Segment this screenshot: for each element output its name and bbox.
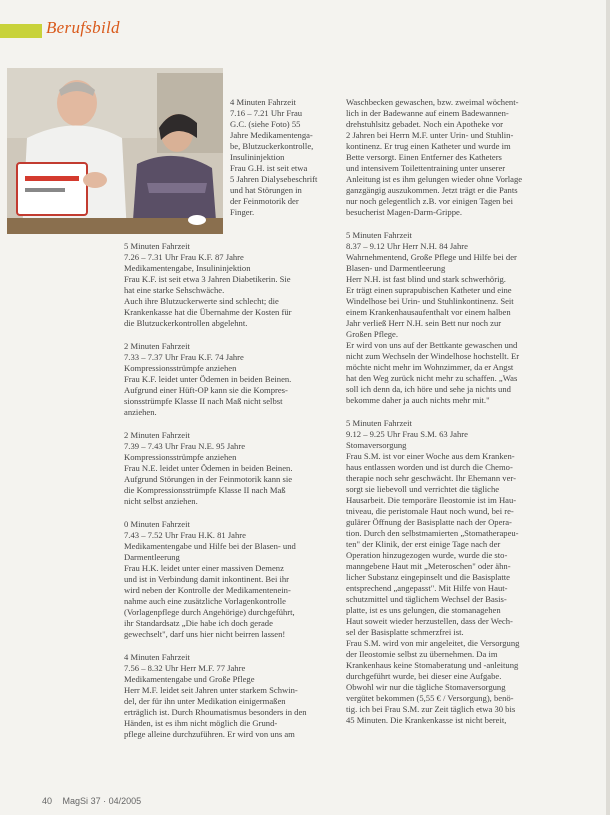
text-line: Obwohl wir nur die tägliche Stomaversorgung <box>346 682 506 692</box>
text-line: Herr N.H. ist fast blind und stark schwerhörig. <box>346 274 506 284</box>
text-line: erträglich ist. Durch Rhoumatismus besonders in den <box>124 707 307 717</box>
entry-block <box>346 97 558 218</box>
text-line: 9.12 – 9.25 Uhr Frau S.M. 63 Jahre <box>346 429 468 439</box>
right-text-column <box>346 97 558 738</box>
issue-number: 37 · 04/2005 <box>90 796 142 806</box>
photo-nurse-with-patient <box>7 68 223 234</box>
text-line: nicht selbst anziehen. <box>124 496 198 506</box>
text-line: 7.56 – 8.32 Uhr Herr M.F. 77 Jahre <box>124 663 246 673</box>
text-line: Haut soweit wieder herzustellen, dass der Wech- <box>346 616 513 626</box>
text-line: Frau S.M. wird von mir angeleitet, die Versorgung <box>346 638 520 648</box>
text-line: platte, ist es uns gelungen, die stomanagehen <box>346 605 501 615</box>
text-line: Darmentleerung <box>124 552 180 562</box>
text-line: und ist in Verbindung damit inkontinent. Bei ihr <box>124 574 290 584</box>
text-line: 8.37 – 9.12 Uhr Herr N.H. 84 Jahre <box>346 241 468 251</box>
text-line: 7.16 – 7.21 Uhr Frau <box>230 108 303 118</box>
text-line: Operation hinzugezogen wurde, wurde die sto- <box>346 550 508 560</box>
text-line: Frau S.M. ist vor einer Woche aus dem Kranken- <box>346 451 515 461</box>
text-line: G.C. (siehe Foto) 55 <box>230 119 301 129</box>
section-color-bar <box>0 24 42 38</box>
text-line: Frau H.K. leidet unter einer massiven Demenz <box>124 563 284 573</box>
text-line: Jahr verließ Herr N.H. sein Bett nur noch zur <box>346 318 502 328</box>
page-edge <box>606 0 610 815</box>
text-line: schutzmittel und täglichem Wechsel der Basis- <box>346 594 507 604</box>
text-line: entsprechend „angepasst". Mit Hilfe von Haut- <box>346 583 508 593</box>
text-line: Medikamentengabe und Große Pflege <box>124 674 255 684</box>
text-line: 7.39 – 7.43 Uhr Frau N.E. 95 Jahre <box>124 441 246 451</box>
text-line: pflege alleine durchzuführen. Er wird von uns am <box>124 729 295 739</box>
entry-heading: 0 Minuten Fahrzeit <box>124 519 190 529</box>
text-line: tig. ich bei Frau S.M. zur Zeit täglich etwa 30 bis <box>346 704 516 714</box>
entry-block <box>124 519 339 640</box>
text-line: ganzgängig auszukommen. Jetzt trägt er die Pants <box>346 185 518 195</box>
text-line: gulärer Öffnung der Basisplatte nach der Opera- <box>346 517 512 527</box>
text-line: wird neben der Kontrolle der Medikamentenein- <box>124 585 291 595</box>
text-line: 4 Minuten Fahrzeit <box>230 97 296 107</box>
text-line: die Kompressionsstrümpfe Klasse II nach Maß <box>124 485 286 495</box>
text-line: tion. Durch den selbstmamierten „Stomatherapeu- <box>346 528 519 538</box>
text-line: und hat Störungen in <box>230 185 302 195</box>
entry-heading: 2 Minuten Fahrzeit <box>124 430 190 440</box>
text-line: tniveau, die peristomale Haut noch wund, bei re- <box>346 506 514 516</box>
page-footer <box>42 796 141 806</box>
entry-block <box>124 652 339 740</box>
text-line: besucherist Magen-Darm-Grippe. <box>346 207 462 217</box>
section-title: Berufsbild <box>46 18 120 37</box>
text-line: haus entlassen worden und ist durch die Chemo- <box>346 462 513 472</box>
text-line: Wahrnehmentend, Große Pflege und Hilfe bei der <box>346 252 517 262</box>
magazine-name: MagSi <box>62 796 89 806</box>
text-line: Blasen- und Darmentleerung <box>346 263 446 273</box>
text-line: die Blutzuckerkontrollen abgelehnt. <box>124 318 248 328</box>
text-line: der Feinmotorik der <box>230 196 299 206</box>
text-line: 2 Jahren bei Herrn M.F. unter Urin- und Stuhlin- <box>346 130 514 140</box>
text-line: 7.43 – 7.52 Uhr Frau H.K. 81 Jahre <box>124 530 246 540</box>
text-line: Insulininjektion <box>230 152 285 162</box>
text-line: soll ich denn da, ich höre und sehe ja nichts und <box>346 384 511 394</box>
entry-block <box>346 418 558 726</box>
text-line: nahme auch eine zusätzliche Vorlagenkontrolle <box>124 596 286 606</box>
text-line: hat den Weg zurück nicht mehr zu schaffen. „Was <box>346 373 518 383</box>
text-line: hat eine starke Sehschwäche. <box>124 285 225 295</box>
text-line: sionsstrümpfe Klasse II nach Maß nicht selbst <box>124 396 283 406</box>
text-line: ten" der Klinik, der erst einige Tage nach der <box>346 539 501 549</box>
entry-heading: 4 Minuten Fahrzeit <box>124 652 190 662</box>
text-line: licher Substanz eingepinselt und die Basisplatte <box>346 572 510 582</box>
text-line: 5 Jahren Dialysebeschrift <box>230 174 318 184</box>
entry-block <box>346 230 558 406</box>
text-line: Medikamentengabe und Hilfe bei der Blasen- und <box>124 541 296 551</box>
text-line: (Vorlagenpflege durch Angehörige) durchgeführt, <box>124 607 295 617</box>
text-line: lich in der Badewanne auf einem Badewannen- <box>346 108 509 118</box>
page-number: 40 <box>42 796 53 806</box>
text-line: Er trägt einen suprapubischen Katheter und eine <box>346 285 512 295</box>
text-line: Aufgrund Störungen in der Feinmotorik kann sie <box>124 474 293 484</box>
text-line: be, Blutzuckerkontrolle, <box>230 141 314 151</box>
entry-block <box>124 430 339 507</box>
text-line: Großen Pflege. <box>346 329 399 339</box>
text-line: Krankenkasse hat die Übernahme der Kosten für <box>124 307 292 317</box>
entry-heading: Waschbecken gewaschen, bzw. zweimal wöchent- <box>346 97 519 107</box>
text-line: Händen, ist es ihm nicht möglich die Grund- <box>124 718 278 728</box>
text-line: Aufgrund einer Hüft-OP kann sie die Kompres- <box>124 385 288 395</box>
text-line: 45 Minuten. Die Krankenkasse ist nicht bereit, <box>346 715 507 725</box>
text-line: Hausarbeit. Die temporäre Ileostomie ist im Hau- <box>346 495 517 505</box>
left-text-column <box>124 241 339 752</box>
text-line: Jahre Medikamentengа- <box>230 130 313 140</box>
text-line: Anleitung ist es ihm gelungen wieder ohne Vorlage <box>346 174 523 184</box>
text-line: Auch ihre Blutzuckerwerte sind schlecht; die <box>124 296 279 306</box>
text-line: bekomme daher ja auch nichts mehr mit." <box>346 395 490 405</box>
text-line: sorgt sie liebevoll und verrichtet die tägliche <box>346 484 500 494</box>
text-line: nicht zum Wechseln der Windelhose hochstellt. Er <box>346 351 520 361</box>
text-line: Frau K.F. leidet unter Ödemen in beiden Beinen. <box>124 374 292 384</box>
entry-heading: 2 Minuten Fahrzeit <box>124 341 190 351</box>
text-line: del, der für ihn unter Medikation einigermaßen <box>124 696 286 706</box>
text-line: Frau N.E. leidet unter Ödemen in beiden Beinen. <box>124 463 293 473</box>
text-line: Er wird von uns auf der Bettkante gewaschen und <box>346 340 518 350</box>
text-line: Herr M.F. leidet seit Jahren unter starkem Schwin- <box>124 685 298 695</box>
entry-heading: 5 Minuten Fahrzeit <box>346 418 412 428</box>
text-line: Krankenhaus keine Stomaberatung und -anleitung <box>346 660 519 670</box>
text-line: gewechselt", darf uns hier nicht beirren lassen! <box>124 629 286 639</box>
text-line: Kompressionsstrümpfe anziehen <box>124 363 237 373</box>
text-line: vergütet bekommen (5,55 € / Versorgung), benö- <box>346 693 514 703</box>
text-line: therapie noch sehr geschwächt. Ihr Ehemann ver- <box>346 473 516 483</box>
text-line: 7.33 – 7.37 Uhr Frau K.F. 74 Jahre <box>124 352 244 362</box>
text-line: kontinenz. Er trug einen Katheter und wurde im <box>346 141 511 151</box>
text-line: Windelhose bei Urin- und Stuhlinkontinenz. Seit <box>346 296 514 306</box>
text-line: Kompressionsstrümpfe anziehen <box>124 452 237 462</box>
text-line: manngebene Haut mit „Meteroschen" oder ähn- <box>346 561 511 571</box>
text-line: 7.26 – 7.31 Uhr Frau K.F. 87 Jahre <box>124 252 244 262</box>
text-line: anziehen. <box>124 407 157 417</box>
text-line: und intensivem Toilettentraining unter unserer <box>346 163 506 173</box>
photo-illustration <box>7 68 223 234</box>
text-line: einem Krankenhausaufenthalt vor einem halben <box>346 307 511 317</box>
text-line: durchgeführt wurde, bei dieser eine Aufgabe. <box>346 671 502 681</box>
text-line: der Ileostomie selbst zu übernehmen. Da im <box>346 649 498 659</box>
photo-caption-column <box>230 97 338 218</box>
entry-heading: 5 Minuten Fahrzeit <box>346 230 412 240</box>
entry-heading: 5 Minuten Fahrzeit <box>124 241 190 251</box>
text-line: Bette versorgt. Einen Entferner des Katheters <box>346 152 502 162</box>
text-line: möchte nicht mehr im Wohnzimmer, da er Angst <box>346 362 514 372</box>
text-line: Frau G.H. ist seit etwa <box>230 163 308 173</box>
text-line: sel der Basisplatte schmerzfrei ist. <box>346 627 464 637</box>
text-line: Medikamentengabe, Insulininjektion <box>124 263 251 273</box>
text-line: ihr Standardsatz „Die habe ich doch gerade <box>124 618 273 628</box>
text-line: Stomaversorgung <box>346 440 407 450</box>
text-line: nur noch gelegentlich z.B. vor einigen Tagen bei <box>346 196 514 206</box>
text-line: drehstuhlsitz gebadet. Noch ein Apotheke vor <box>346 119 504 129</box>
entry-block <box>124 341 339 418</box>
text-line: Frau K.F. ist seit etwa 3 Jahren Diabetikerin. Sie <box>124 274 291 284</box>
entry-block <box>124 241 339 329</box>
text-line: Finger. <box>230 207 255 217</box>
